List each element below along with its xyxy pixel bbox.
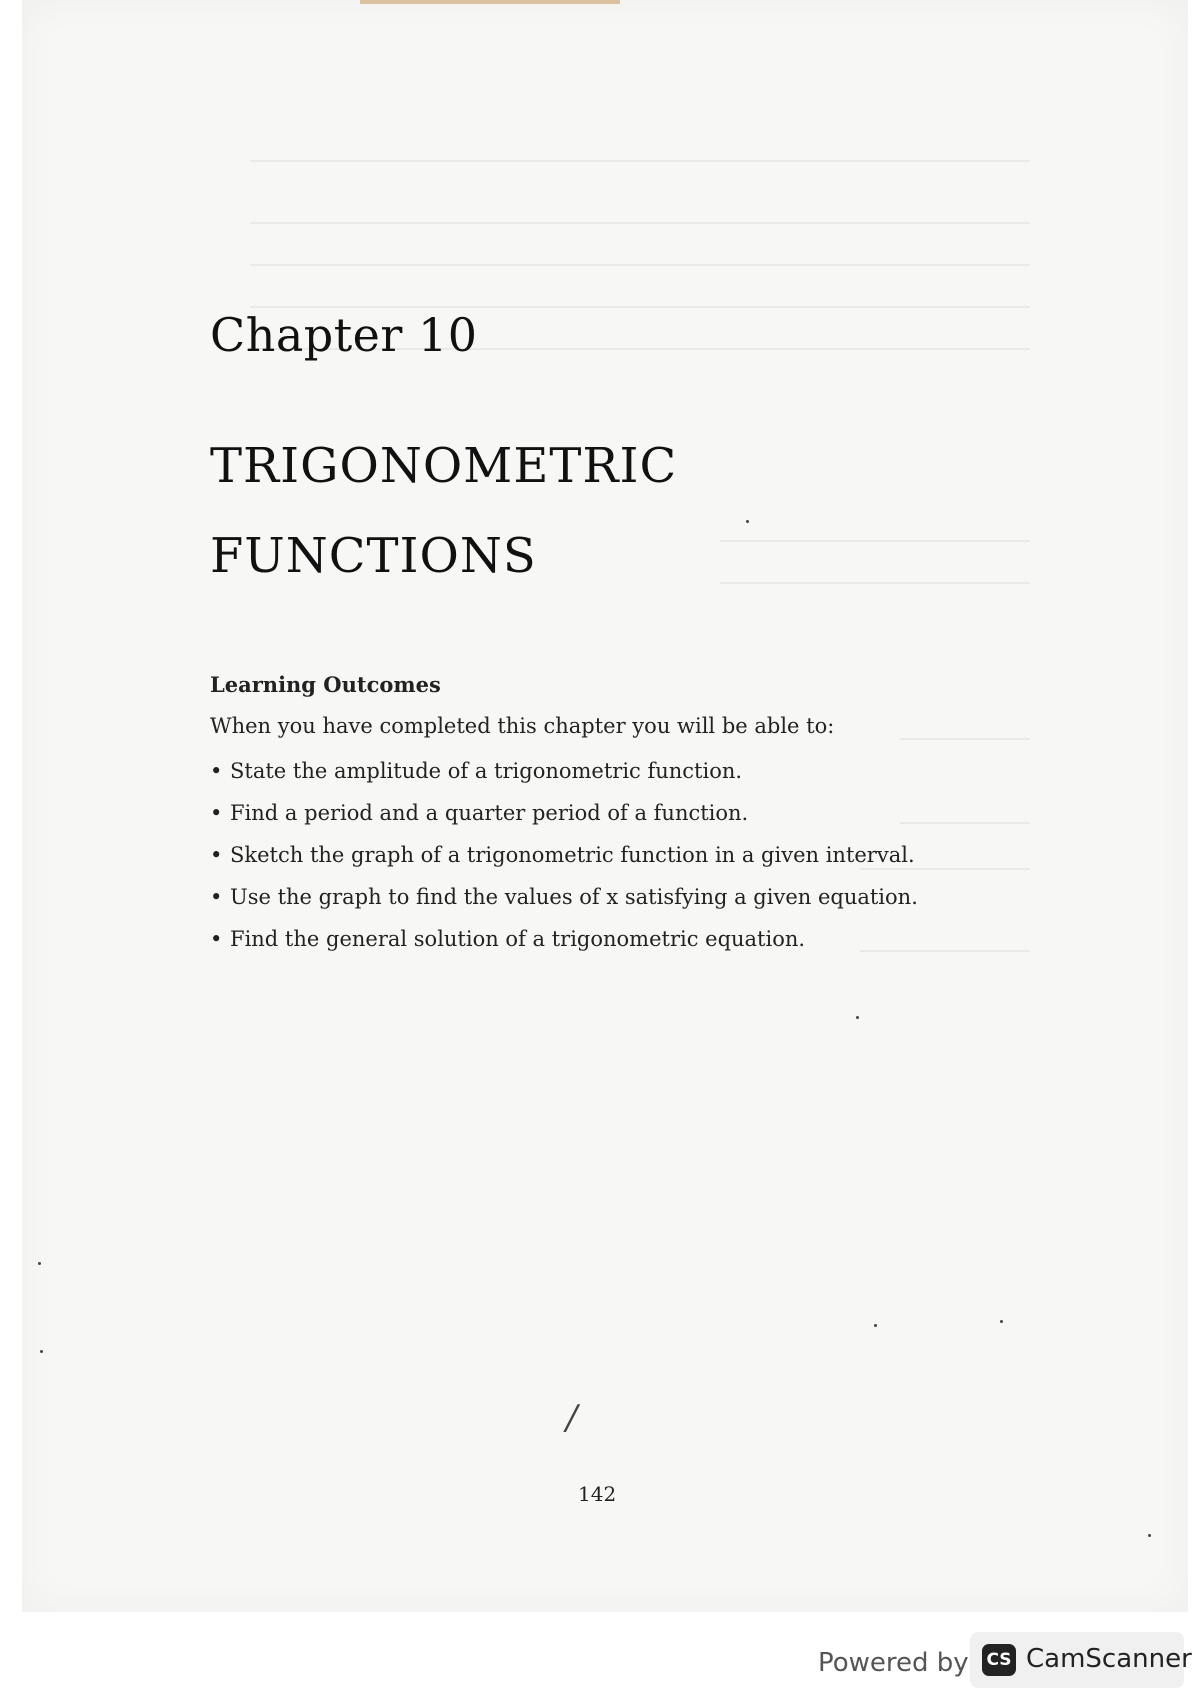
scan-speck <box>856 1016 859 1019</box>
chapter-label: Chapter 10 <box>210 308 478 362</box>
bullet-icon: • <box>210 801 223 825</box>
camscanner-brand-name: CamScanner <box>1026 1644 1192 1674</box>
outcome-text: Sketch the graph of a trigonometric function in a given interval. <box>230 843 915 867</box>
scan-speck <box>746 520 749 523</box>
bleed-through-line <box>900 738 1030 740</box>
powered-by-label: Powered by <box>818 1648 969 1678</box>
camscanner-logo-icon: CS <box>982 1644 1016 1676</box>
list-item <box>210 882 918 924</box>
chapter-title-line-1: TRIGONOMETRIC <box>210 438 678 494</box>
learning-outcomes-list <box>210 756 918 966</box>
scan-speck <box>38 1262 41 1265</box>
outcome-text: Find a period and a quarter period of a function. <box>230 801 749 825</box>
list-item <box>210 924 918 966</box>
bleed-through-line <box>250 222 1030 224</box>
bleed-through-line <box>900 822 1030 824</box>
bullet-icon: • <box>210 759 223 783</box>
pen-mark: / <box>566 1398 578 1438</box>
outcome-text: Use the graph to find the values of x satisfying a given equation. <box>230 885 918 909</box>
page-number: 142 <box>578 1482 617 1506</box>
list-item <box>210 798 918 840</box>
scan-speck <box>874 1324 877 1327</box>
bullet-icon: • <box>210 843 223 867</box>
scan-speck <box>40 1350 43 1353</box>
camscanner-badge <box>970 1632 1192 1688</box>
bleed-through-line <box>720 540 1030 542</box>
learning-outcomes-heading: Learning Outcomes <box>210 672 441 697</box>
outcome-text: State the amplitude of a trigonometric function. <box>230 759 743 783</box>
bleed-through-line <box>250 264 1030 266</box>
bleed-through-line <box>720 582 1030 584</box>
scan-edge-artifact <box>360 0 620 4</box>
bleed-through-line <box>250 160 1030 162</box>
chapter-title-line-2: FUNCTIONS <box>210 528 537 584</box>
bullet-icon: • <box>210 885 223 909</box>
scan-speck <box>1148 1534 1151 1537</box>
list-item <box>210 840 918 882</box>
list-item <box>210 756 918 798</box>
bullet-icon: • <box>210 927 223 951</box>
scan-speck <box>1000 1320 1003 1323</box>
learning-outcomes-intro: When you have completed this chapter you will be able to: <box>210 714 835 738</box>
outcome-text: Find the general solution of a trigonometric equation. <box>230 927 806 951</box>
